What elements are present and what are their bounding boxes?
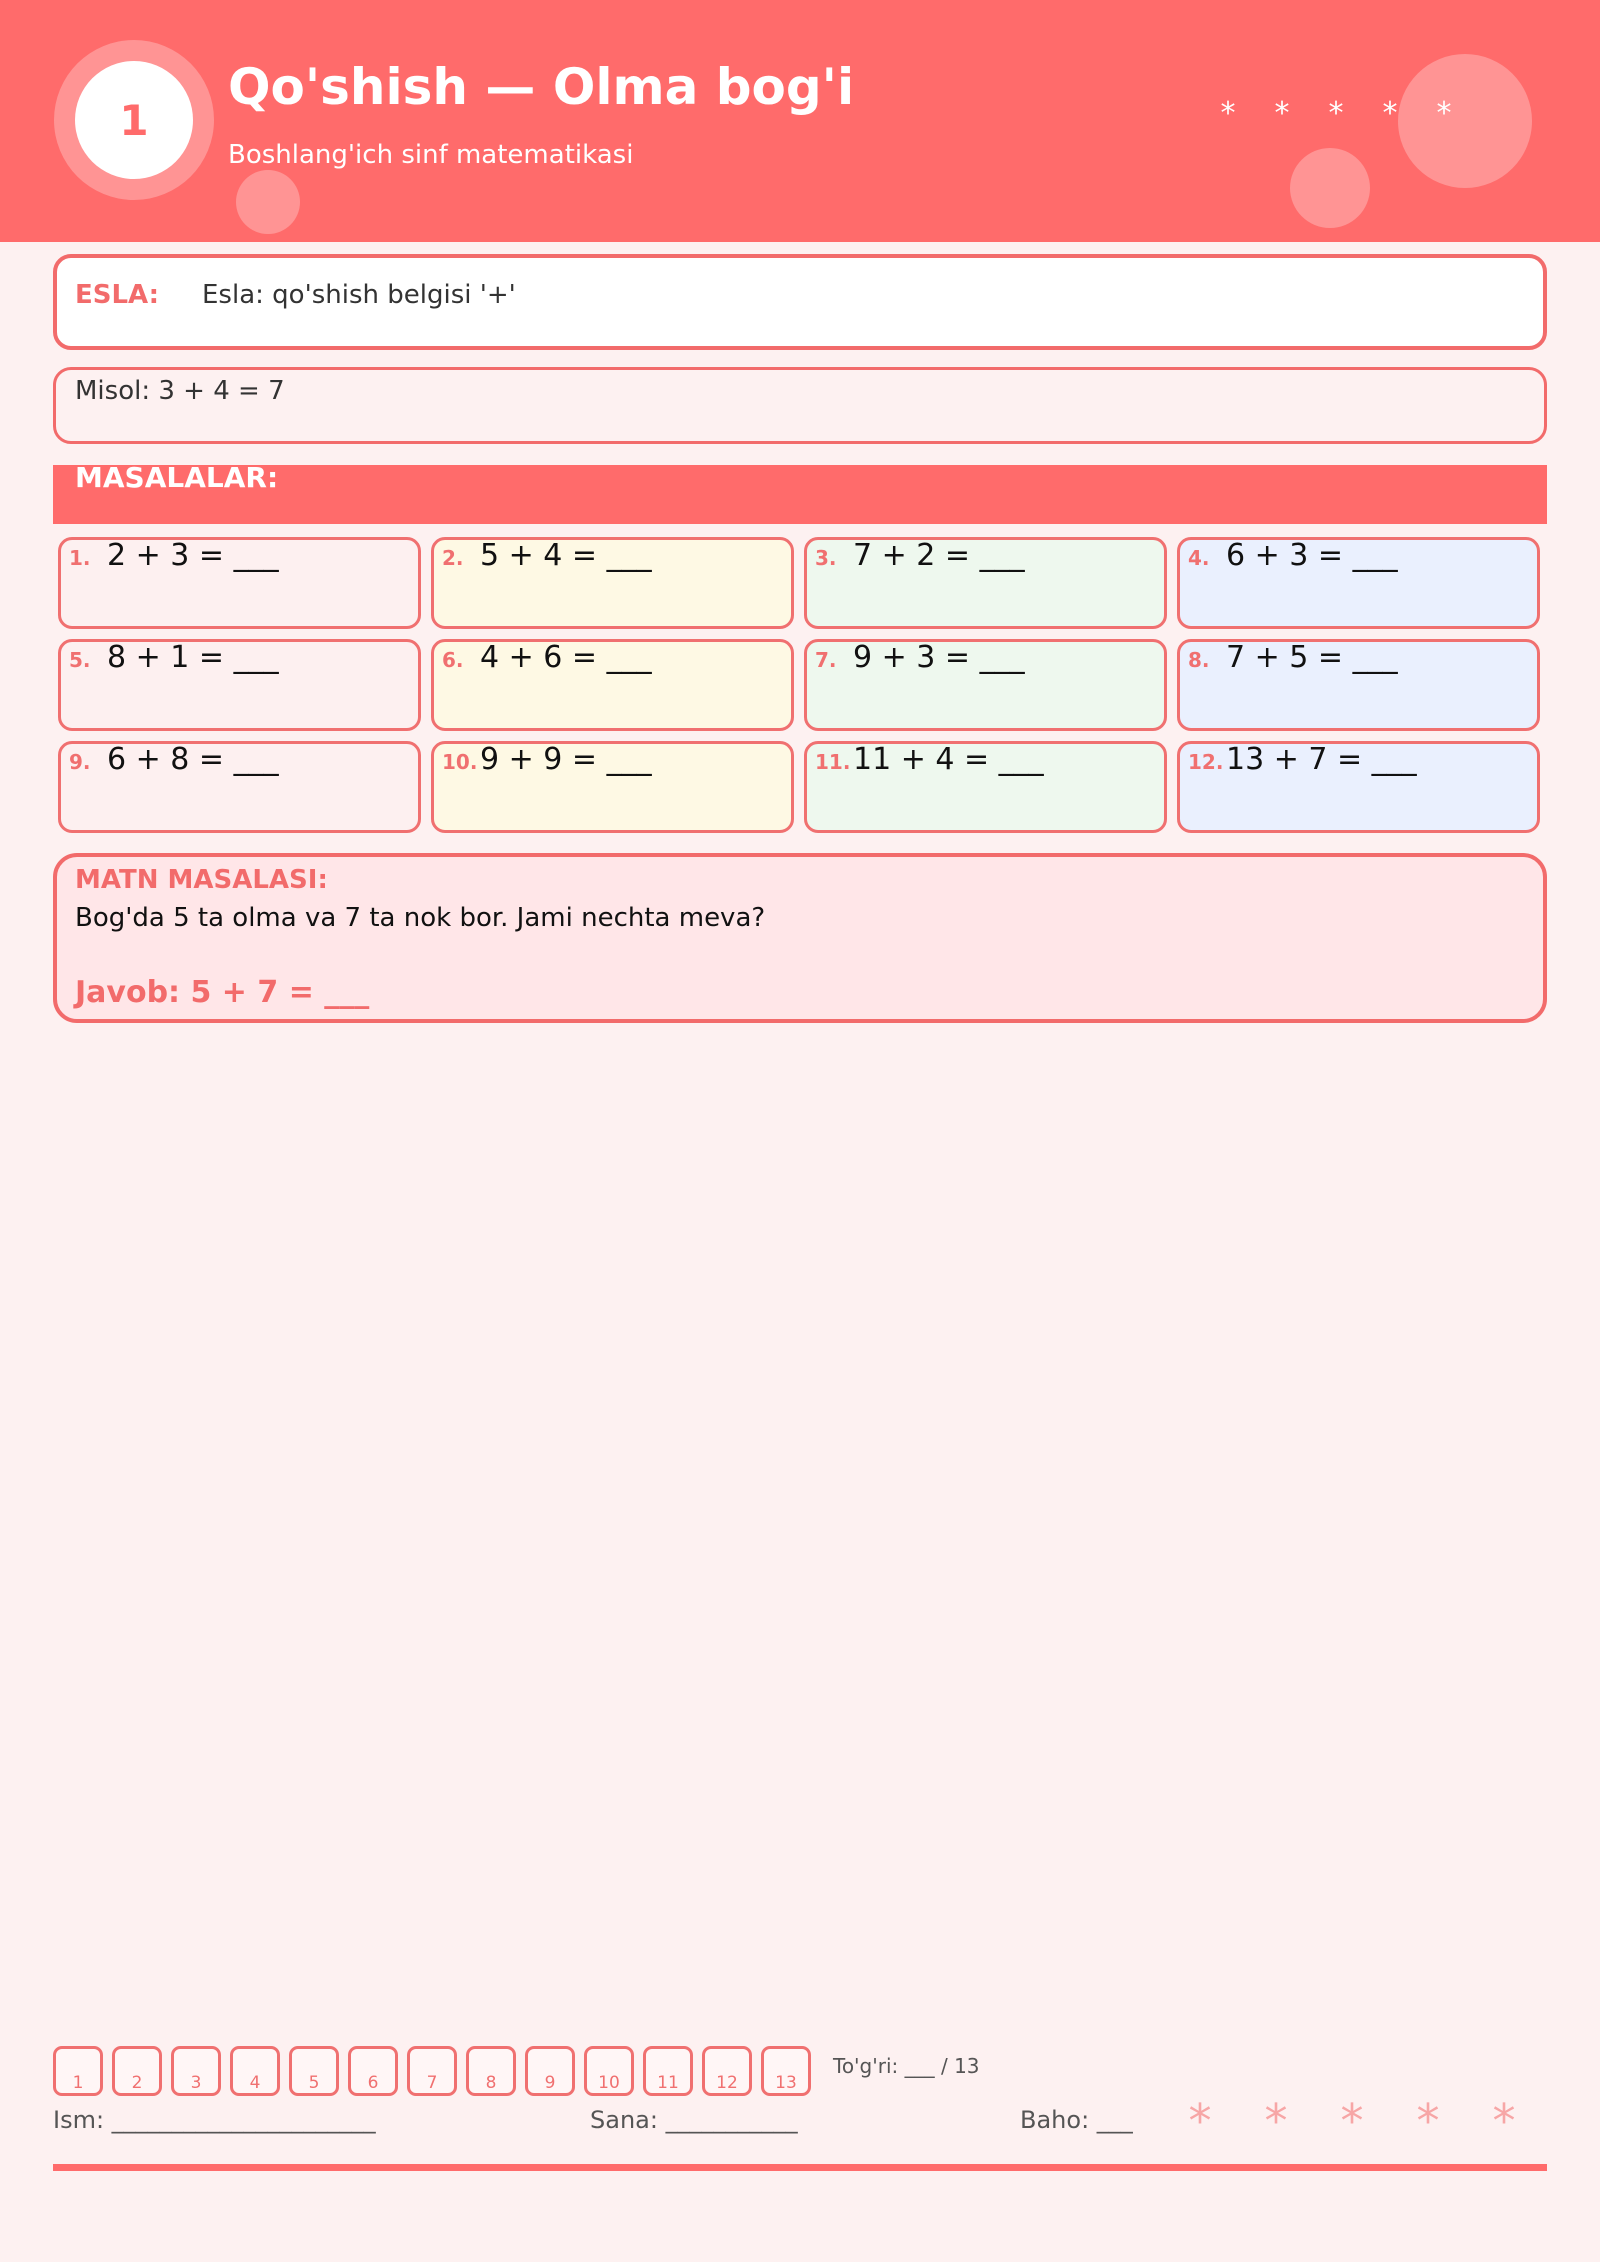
problem-card[interactable] [804, 639, 1167, 731]
page-subtitle: Boshlang'ich sinf matematikasi [228, 140, 634, 170]
check-box-label: 6 [367, 2073, 379, 2093]
reminder-box [53, 254, 1547, 350]
check-box-label: 1 [72, 2073, 84, 2093]
star-icon: * [1436, 96, 1452, 131]
problem-equation: 7 + 5 = ___ [1226, 640, 1398, 675]
problem-equation: 6 + 8 = ___ [107, 742, 279, 777]
check-box[interactable] [466, 2046, 516, 2096]
check-box[interactable] [53, 2046, 103, 2096]
problem-equation: 4 + 6 = ___ [480, 640, 652, 675]
check-box-label: 9 [544, 2073, 556, 2093]
problem-number: 12. [1188, 750, 1224, 774]
header-banner [0, 0, 1600, 242]
star-icon: * [1274, 96, 1290, 131]
problem-equation: 8 + 1 = ___ [107, 640, 279, 675]
check-box[interactable] [289, 2046, 339, 2096]
problem-card[interactable] [1177, 741, 1540, 833]
problem-number: 1. [69, 546, 91, 570]
problem-card[interactable] [431, 537, 794, 629]
word-problem-box [53, 853, 1547, 1023]
check-box[interactable] [584, 2046, 634, 2096]
page-title: Qo'shish — Olma bog'i [228, 58, 855, 116]
problems-heading: MASALALAR: [75, 461, 279, 494]
problem-card[interactable] [431, 741, 794, 833]
check-box-label: 2 [131, 2073, 143, 2093]
check-box[interactable] [643, 2046, 693, 2096]
problem-equation: 9 + 9 = ___ [480, 742, 652, 777]
check-box-label: 10 [598, 2073, 620, 2093]
check-box-label: 5 [308, 2073, 320, 2093]
problem-equation: 6 + 3 = ___ [1226, 538, 1398, 573]
problem-number: 10. [442, 750, 478, 774]
check-box-label: 13 [775, 2073, 797, 2093]
problem-card[interactable] [58, 741, 421, 833]
example-text: Misol: 3 + 4 = 7 [75, 376, 285, 406]
star-icon: * [1382, 96, 1398, 131]
problem-card[interactable] [804, 537, 1167, 629]
problem-card[interactable] [431, 639, 794, 731]
check-box[interactable] [407, 2046, 457, 2096]
decor-circle [236, 170, 300, 234]
check-box-label: 3 [190, 2073, 202, 2093]
example-box [53, 367, 1547, 444]
reminder-text: Esla: qo'shish belgisi '+' [202, 280, 516, 310]
problem-number: 2. [442, 546, 464, 570]
problem-number: 7. [815, 648, 837, 672]
check-box[interactable] [525, 2046, 575, 2096]
star-icon[interactable]: * [1416, 2094, 1440, 2148]
name-field[interactable]: Ism: ______________________ [53, 2106, 376, 2134]
check-box[interactable] [171, 2046, 221, 2096]
problem-equation: 2 + 3 = ___ [107, 538, 279, 573]
check-box-label: 11 [657, 2073, 679, 2093]
problem-number: 4. [1188, 546, 1210, 570]
problem-card[interactable] [58, 537, 421, 629]
score-counter: To'g'ri: ___ / 13 [833, 2054, 980, 2078]
check-box[interactable] [702, 2046, 752, 2096]
problem-card[interactable] [58, 639, 421, 731]
check-box[interactable] [348, 2046, 398, 2096]
check-box[interactable] [230, 2046, 280, 2096]
problem-number: 8. [1188, 648, 1210, 672]
reminder-label: ESLA: [75, 280, 160, 310]
check-box[interactable] [761, 2046, 811, 2096]
problems-heading-bar [53, 461, 1547, 524]
problem-equation: 9 + 3 = ___ [853, 640, 1025, 675]
rating-stars [1175, 2094, 1529, 2148]
problem-equation: 11 + 4 = ___ [853, 742, 1044, 777]
worksheet-number-badge: 1 [75, 61, 193, 179]
decor-circle [1290, 148, 1370, 228]
problem-card[interactable] [804, 741, 1167, 833]
star-icon: * [1220, 96, 1236, 131]
check-box[interactable] [112, 2046, 162, 2096]
word-problem-answer[interactable]: Javob: 5 + 7 = ___ [75, 975, 370, 1010]
word-problem-label: MATN MASALASI: [75, 865, 328, 895]
problem-equation: 13 + 7 = ___ [1226, 742, 1417, 777]
problem-number: 11. [815, 750, 851, 774]
date-field[interactable]: Sana: ___________ [590, 2106, 798, 2134]
check-box-label: 4 [249, 2073, 261, 2093]
problem-number: 6. [442, 648, 464, 672]
check-box-label: 12 [716, 2073, 738, 2093]
problem-number: 9. [69, 750, 91, 774]
star-icon[interactable]: * [1492, 2094, 1516, 2148]
check-box-label: 7 [426, 2073, 438, 2093]
problem-card[interactable] [1177, 639, 1540, 731]
star-icon[interactable]: * [1188, 2094, 1212, 2148]
star-icon[interactable]: * [1264, 2094, 1288, 2148]
word-problem-text: Bog'da 5 ta olma va 7 ta nok bor. Jami nechta meva? [75, 903, 766, 933]
problem-card[interactable] [1177, 537, 1540, 629]
header-stars [1214, 96, 1458, 131]
star-icon[interactable]: * [1340, 2094, 1364, 2148]
star-icon: * [1328, 96, 1344, 131]
problem-number: 3. [815, 546, 837, 570]
grade-field[interactable]: Baho: ___ [1020, 2106, 1133, 2134]
problem-equation: 7 + 2 = ___ [853, 538, 1025, 573]
problem-number: 5. [69, 648, 91, 672]
footer-divider [53, 2164, 1547, 2171]
problem-equation: 5 + 4 = ___ [480, 538, 652, 573]
check-box-label: 8 [485, 2073, 497, 2093]
